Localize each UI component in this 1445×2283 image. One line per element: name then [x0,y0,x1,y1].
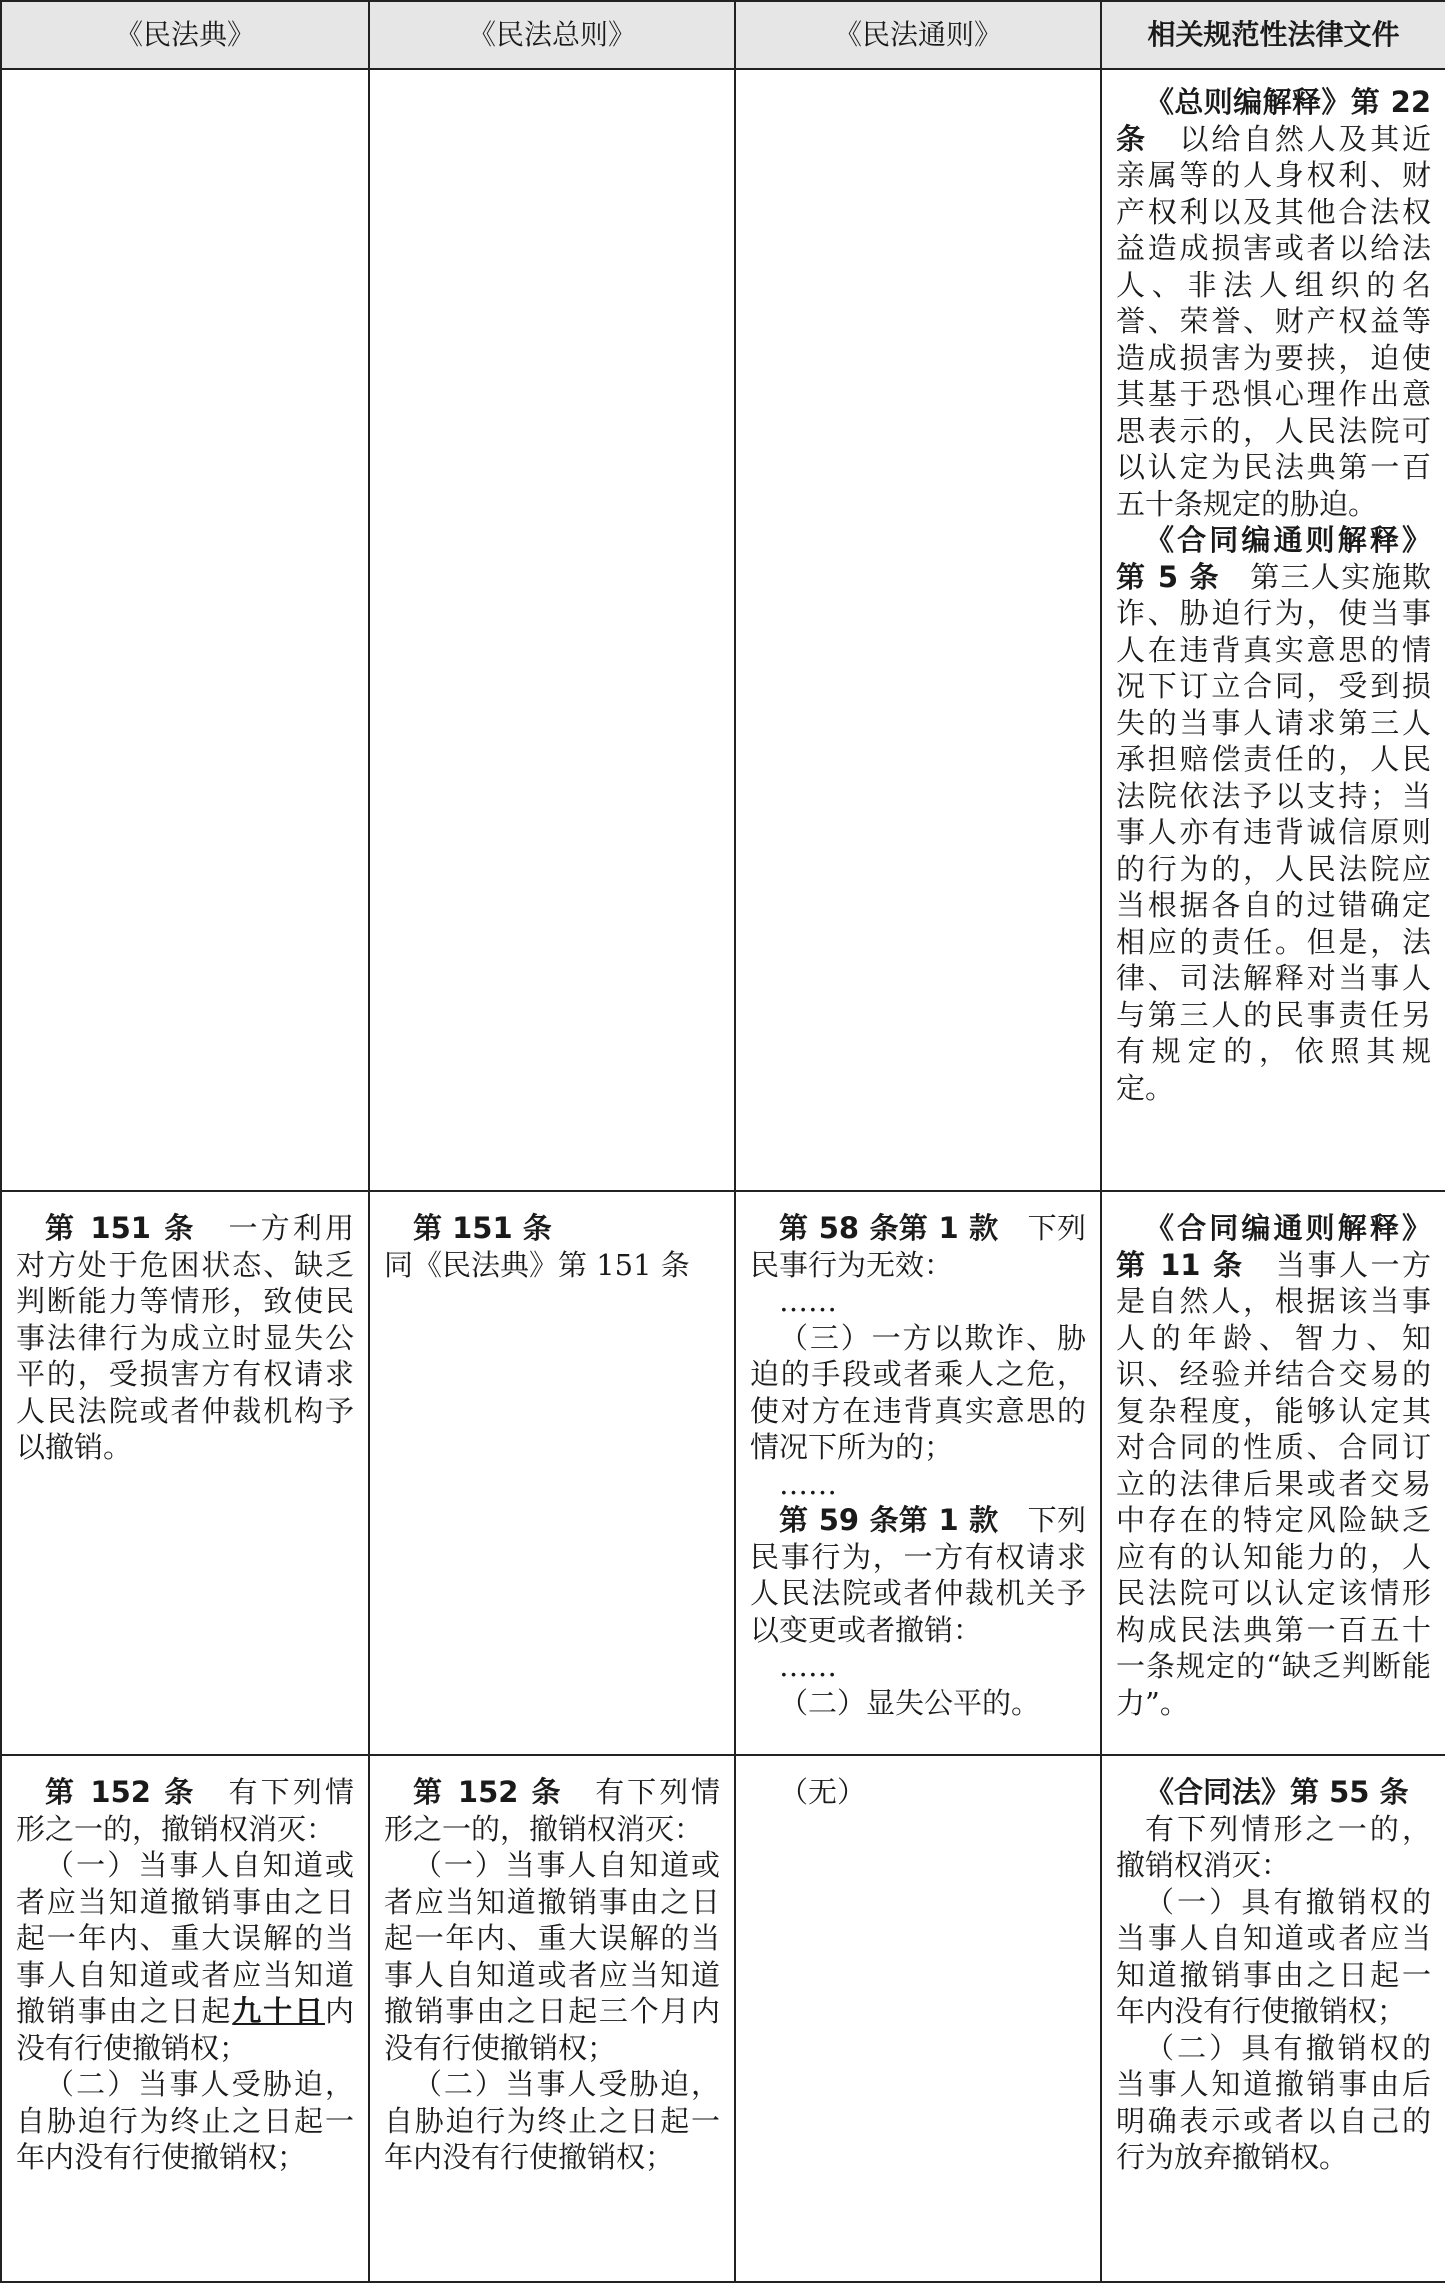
table-row [1,1191,1445,1755]
article-heading: 《合同编通则解释》第 11 条 [1116,1211,1431,1282]
ellipsis: …… [779,1284,837,1318]
article-heading: 《合同法》第 55 条 [1145,1775,1409,1809]
article-text: 当事人一方是自然人，根据该当事人的年龄、智力、知识、经验并结合交易的复杂程度，能够认定其对合同的性质、合同订立的法律后果或者交易中存在的特定风险缺乏应有的认知能力的，人民法院可以认定该情形构成民法典第一百五十一条规定的“缺乏判断能力”。 [1116,1247,1431,1720]
article-text: 内没有行使撤销权； [16,1994,354,2065]
article-text: 有下列情形之一的，撤销权消灭： [16,1775,354,1846]
article-heading: 《总则编解释》第 22 条 [1116,85,1431,156]
related-paragraph [1116,522,1431,1106]
table-row [1,69,1445,1191]
amended-term: 九十日 [232,1994,325,2028]
article-heading: 第 151 条 [413,1211,552,1245]
cell-general-provisions [369,1755,735,2282]
article-paragraph [750,1502,1086,1648]
article-text: （二）当事人受胁迫，自胁迫行为终止之日起一年内没有行使撤销权； [384,2067,720,2174]
header-general-principles: 《民法通则》 [735,1,1101,69]
article-text: （二）具有撤销权的当事人知道撤销事由后明确表示或者以自己的行为放弃撤销权。 [1116,2030,1431,2174]
article-paragraph [16,1210,354,1466]
article-heading: 第 58 条第 1 款 [779,1211,999,1245]
header-related-documents: 相关规范性法律文件 [1101,1,1445,69]
cell-related-documents [1101,69,1445,1191]
related-paragraph [1116,84,1431,522]
cell-civil-code [1,69,369,1191]
article-heading: 第 151 条 [45,1211,197,1245]
article-text: 下列民事行为无效： [750,1211,1086,1282]
article-text: （无） [779,1775,867,1809]
article-heading: 《合同编通则解释》第 5 条 [1116,523,1431,594]
article-text: 有下列情形之一的，撤销权消灭： [1116,1811,1431,1882]
article-paragraph [384,1210,720,1247]
cell-general-principles [735,1191,1101,1755]
cell-general-principles [735,1755,1101,2282]
article-heading: 第 152 条 [413,1775,564,1809]
cell-civil-code [1,1191,369,1755]
article-paragraph [16,1774,354,1847]
article-text: （一）当事人自知道或者应当知道撤销事由之日起一年内、重大误解的当事人自知道或者应当知道撤销事由之日起 [16,1848,354,2028]
article-text: 有下列情形之一的，撤销权消灭： [384,1775,720,1846]
header-civil-code: 《民法典》 [1,1,369,69]
ellipsis: …… [779,1466,837,1501]
cell-general-provisions [369,1191,735,1755]
article-text: （二）显失公平的。 [779,1685,1041,1720]
article-text: 第三人实施欺诈、胁迫行为，使当事人在违背真实意思的情况下订立合同，受到损失的当事人请求第三人承担赔偿责任的，人民法院依法予以支持；当事人亦有违背诚信原则的行为的，人民法院应当根据各自的过错确定相应的责任。但是，法律、司法解释对当事人与第三人的民事责任另有规定的，依照其规定。 [1116,559,1431,1105]
article-heading: 第 59 条第 1 款 [779,1503,999,1537]
cell-related-documents [1101,1755,1445,2282]
article-text: （二）当事人受胁迫，自胁迫行为终止之日起一年内没有行使撤销权； [16,2067,354,2174]
article-text: 一方利用对方处于危困状态、缺乏判断能力等情形，致使民事法律行为成立时显失公平的，受损害方有权请求人民法院或者仲裁机构予以撤销。 [16,1211,354,1464]
article-paragraph [16,1847,354,2066]
article-text: 下列民事行为，一方有权请求人民法院或者仲裁机关予以变更或者撤销： [750,1503,1086,1647]
article-text: （一）当事人自知道或者应当知道撤销事由之日起一年内、重大误解的当事人自知道或者应当知道撤销事由之日起三个月内没有行使撤销权； [384,1848,720,2065]
related-paragraph [1116,1210,1431,1721]
article-text: 同《民法典》第 151 条 [384,1247,690,1282]
article-text: （一）具有撤销权的当事人自知道或者应当知道撤销事由之日起一年内没有行使撤销权； [1116,1884,1431,2028]
cell-civil-code [1,1755,369,2282]
ellipsis: …… [779,1649,837,1683]
article-paragraph [384,1774,720,1847]
cell-related-documents [1101,1191,1445,1755]
cell-general-provisions [369,69,735,1191]
article-text: （三）一方以欺诈、胁迫的手段或者乘人之危，使对方在违背真实意思的情况下所为的； [750,1320,1086,1464]
article-heading: 第 152 条 [45,1775,197,1809]
related-paragraph [1116,1774,1431,1811]
table-header-row [1,1,1445,69]
cell-general-principles [735,69,1101,1191]
article-paragraph [750,1210,1086,1283]
table-row [1,1755,1445,2282]
article-text: 以给自然人及其近亲属等的人身权利、财产权利以及其他合法权益造成损害或者以给法人、非法人组织的名誉、荣誉、财产权益等造成损害为要挟，迫使其基于恐惧心理作出意思表示的，人民法院可以认定为民法典第一百五十条规定的胁迫。 [1116,121,1431,521]
header-general-provisions: 《民法总则》 [369,1,735,69]
